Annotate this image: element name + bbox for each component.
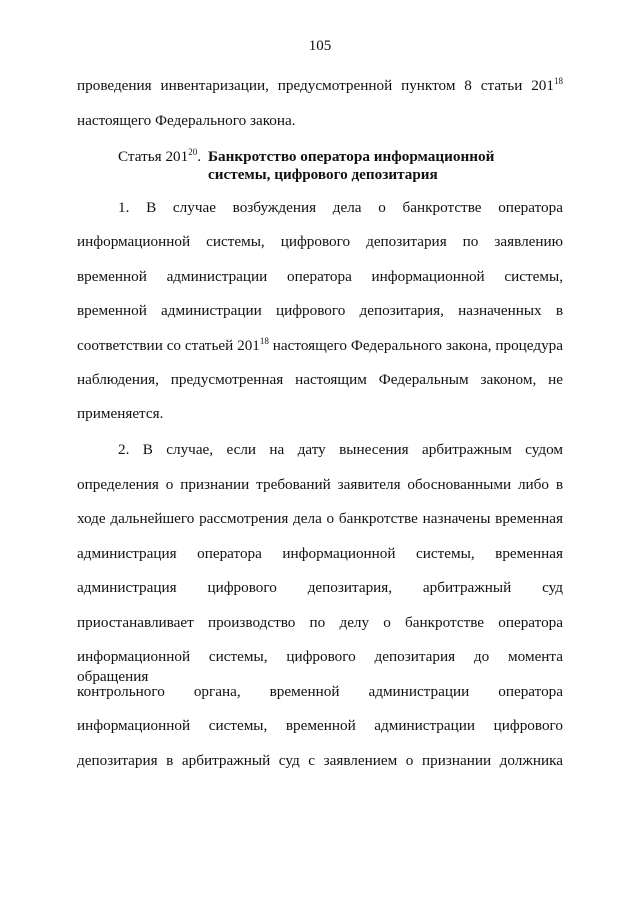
para1-line-6: наблюдения, предусмотренная настоящим Федеральным законом, не xyxy=(77,371,563,388)
article-label-suffix: . xyxy=(197,148,202,165)
article-title-line-1: Банкротство оператора информационной xyxy=(208,148,495,165)
para1-line-5-a: соответствии со статьей 201 xyxy=(77,337,260,354)
article-label-text: Статья 201 xyxy=(118,148,189,165)
article-heading xyxy=(118,147,558,167)
para1-line-5-sup: 18 xyxy=(259,336,269,346)
para1-line-7: применяется. xyxy=(77,405,164,422)
para2-line-6: приостанавливает производство по делу о банкротстве оператора xyxy=(77,614,563,631)
para1-line-2: информационной системы, цифрового депозитария по заявлению xyxy=(77,233,563,250)
para2-line-2: определения о признании требований заявителя обоснованными либо в xyxy=(77,476,563,493)
para2-line-10: депозитария в арбитражный суд с заявлением о признании должника xyxy=(77,752,563,769)
para1-line-5-b: настоящего Федерального закона, процедура xyxy=(268,337,564,354)
article-label-sup: 20 xyxy=(188,147,198,157)
intro-line-1 xyxy=(77,76,563,96)
para2-line-4: администрация оператора информационной системы, временная xyxy=(77,545,563,562)
para2-line-3: ходе дальнейшего рассмотрения дела о банкротстве назначены временная xyxy=(77,510,563,527)
para1-line-1: 1. В случае возбуждения дела о банкротстве оператора xyxy=(118,199,563,216)
article-label xyxy=(118,147,208,167)
page-number: 105 xyxy=(308,38,332,54)
intro-line-1-text: проведения инвентаризации, предусмотренной пунктом 8 статьи 201 xyxy=(77,77,554,94)
para1-line-5 xyxy=(77,336,563,356)
para2-line-7: информационной системы, цифрового депозитария до момента обращения xyxy=(77,648,563,685)
para2-line-1: 2. В случае, если на дату вынесения арбитражным судом xyxy=(118,441,563,458)
para1-line-3: временной администрации оператора информационной системы, xyxy=(77,268,563,285)
para2-line-8: контрольного органа, временной администрации оператора xyxy=(77,683,563,700)
intro-line-1-sup: 18 xyxy=(554,76,563,86)
intro-line-2: настоящего Федерального закона. xyxy=(77,112,296,129)
para2-line-5: администрация цифрового депозитария, арбитражный суд xyxy=(77,579,563,596)
para2-line-9: информационной системы, временной администрации цифрового xyxy=(77,717,563,734)
para1-line-4: временной администрации цифрового депозитария, назначенных в xyxy=(77,302,563,319)
article-title-line-2: системы, цифрового депозитария xyxy=(208,166,438,183)
